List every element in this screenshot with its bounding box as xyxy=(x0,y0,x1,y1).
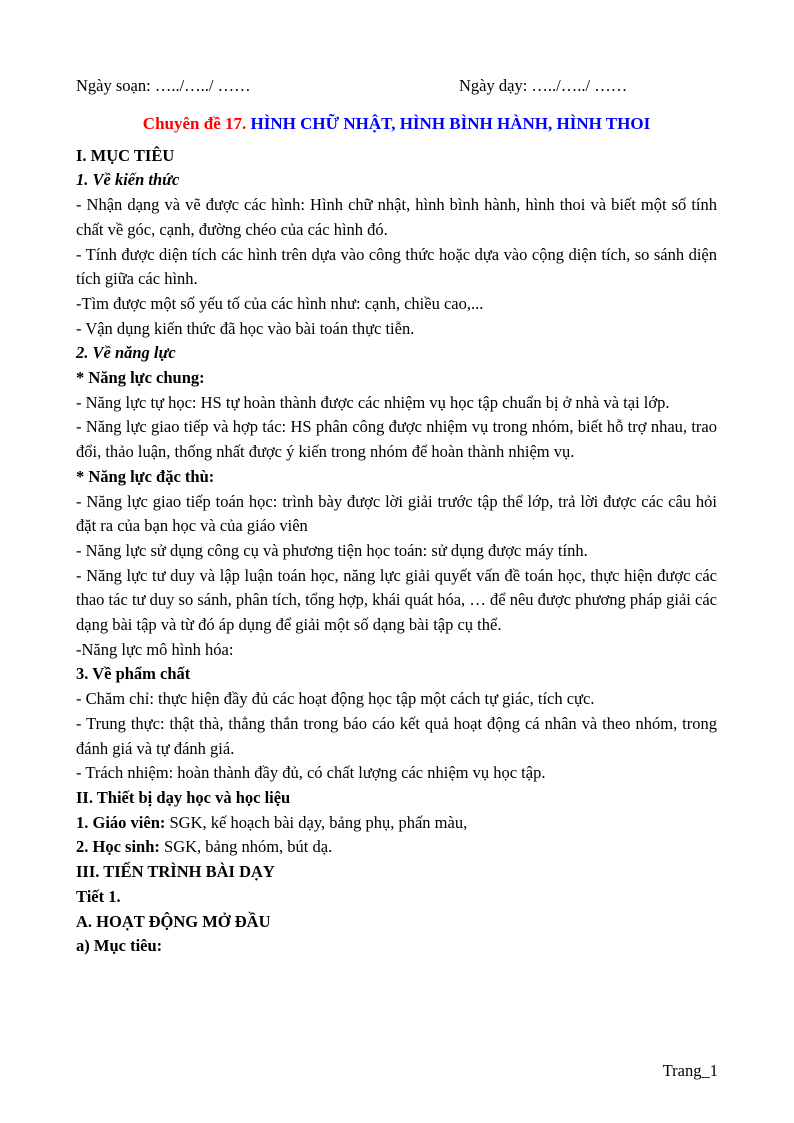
paragraph: - Nhận dạng và vẽ được các hình: Hình chữ nhật, hình bình hành, hình thoi và biết một số tính chất về góc, cạnh, đường chéo của các hình đó. xyxy=(76,195,717,239)
section-heading-objectives: I. MỤC TIÊU xyxy=(76,145,175,165)
section-heading-procedure: III. TIẾN TRÌNH BÀI DẠY xyxy=(76,862,275,882)
document-page xyxy=(76,74,717,959)
paragraph: -Tìm được một số yếu tố của các hình như: cạnh, chiều cao,... xyxy=(76,293,484,313)
document-title xyxy=(76,112,717,136)
prep-date: Ngày soạn: …../…../ …… xyxy=(76,76,251,95)
page-number: Trang_1 xyxy=(662,1061,718,1080)
teacher-materials xyxy=(76,811,717,836)
date-header xyxy=(76,74,717,99)
paragraph: - Năng lực sử dụng công cụ và phương tiện học toán: sử dụng được máy tính. xyxy=(76,540,588,560)
paragraph: - Năng lực tự học: HS tự hoàn thành được các nhiệm vụ học tập chuẩn bị ở nhà và tại lớp. xyxy=(76,392,670,412)
subheading-qualities: 3. Về phẩm chất xyxy=(76,664,191,684)
section-heading-equipment: II. Thiết bị dạy học và học liệu xyxy=(76,787,291,807)
subheading-general-competence: * Năng lực chung: xyxy=(76,368,205,388)
goal-heading: a) Mục tiêu: xyxy=(76,936,163,956)
subheading-knowledge: 1. Về kiến thức xyxy=(76,170,180,190)
subheading-competence: 2. Về năng lực xyxy=(76,343,176,363)
paragraph: - Năng lực tư duy và lập luận toán học, năng lực giải quyết vấn đề toán học, thực hiện được các thao tác tư duy so sánh, phân tích, tổng hợp, khái quát hóa, … để nêu được phương pháp giải các dạng bài tập và từ đó áp dụng để giải một số dạng bài tập cụ thể. xyxy=(76,565,717,635)
teach-date: Ngày dạy: …../…../ …… xyxy=(459,76,628,95)
paragraph: - Vận dụng kiến thức đã học vào bài toán thực tiễn. xyxy=(76,318,415,338)
activity-heading: A. HOẠT ĐỘNG MỞ ĐẦU xyxy=(76,911,271,931)
paragraph: -Năng lực mô hình hóa: xyxy=(76,639,234,659)
paragraph: - Năng lực giao tiếp và hợp tác: HS phân công được nhiệm vụ trong nhóm, biết hỗ trợ nhau, trao đổi, thảo luận, thống nhất được ý kiến trong nhóm để hoàn thành nhiệm vụ. xyxy=(76,417,717,462)
teacher-label: 1. Giáo viên: xyxy=(76,812,166,832)
paragraph: - Chăm chỉ: thực hiện đầy đủ các hoạt động học tập một cách tự giác, tích cực. xyxy=(76,689,595,709)
paragraph: - Tính được diện tích các hình trên dựa vào công thức hoặc dựa vào cộng diện tích, so sánh diện tích giữa các hình. xyxy=(76,244,717,289)
title-prefix: Chuyên đề 17. xyxy=(142,113,251,133)
student-materials xyxy=(76,835,717,860)
student-text: SGK, bảng nhóm, bút dạ. xyxy=(159,837,333,857)
teacher-text: SGK, kế hoạch bài dạy, bảng phụ, phấn màu, xyxy=(165,812,468,832)
paragraph: - Trung thực: thật thà, thẳng thắn trong báo cáo kết quả hoạt động cá nhân và theo nhóm, trong đánh giá và tự đánh giá. xyxy=(76,713,717,758)
period-label: Tiết 1. xyxy=(76,886,121,906)
paragraph: - Năng lực giao tiếp toán học: trình bày được lời giải trước tập thể lớp, trả lời được các câu hỏi đặt ra của bạn học và của giáo viên xyxy=(76,491,717,536)
subheading-specific-competence: * Năng lực đặc thù: xyxy=(76,466,215,486)
title-main: HÌNH CHỮ NHẬT, HÌNH BÌNH HÀNH, HÌNH THOI xyxy=(250,113,651,133)
student-label: 2. Học sinh: xyxy=(76,837,160,857)
paragraph: - Trách nhiệm: hoàn thành đầy đủ, có chất lượng các nhiệm vụ học tập. xyxy=(76,763,546,783)
